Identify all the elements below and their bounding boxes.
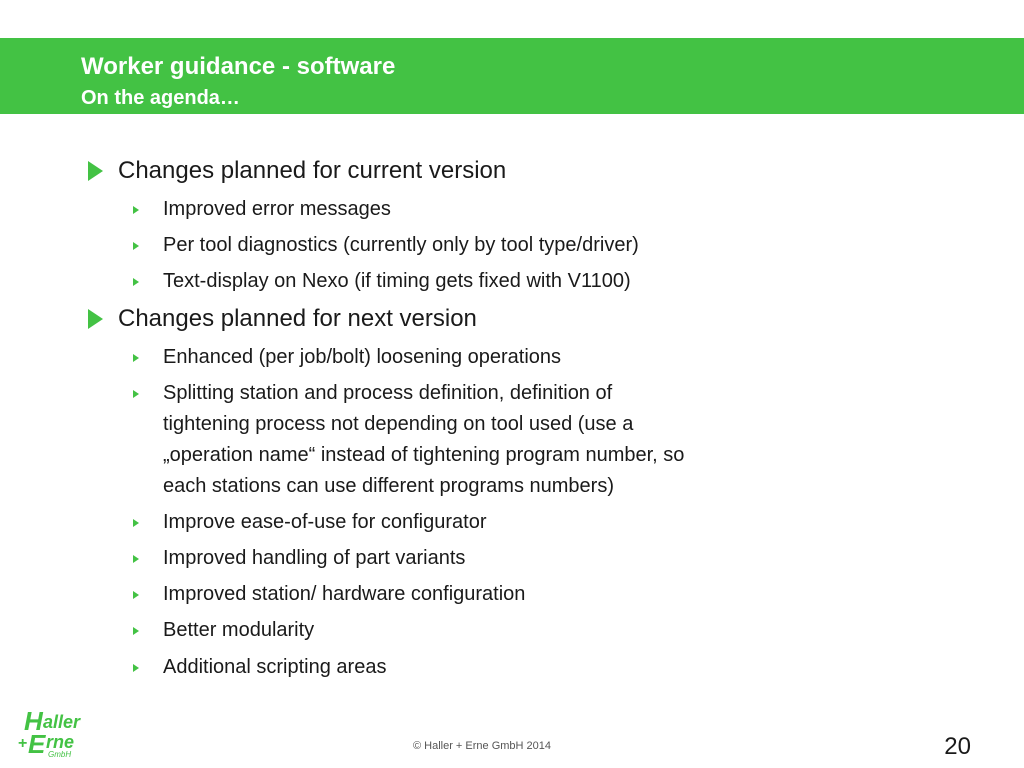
bullet-triangle-icon	[88, 161, 103, 181]
sub-bullet-text: Splitting station and process definition, definition of tightening process not depending on tool used (use a „operation name“ instead of tightening program number, so each stations can use different programs numbers)	[163, 382, 685, 497]
sub-bullet-triangle-icon	[133, 664, 139, 672]
slide-title: Worker guidance - software	[81, 53, 396, 80]
bullet-text: Changes planned for next version	[118, 305, 477, 332]
sub-bullet-text: Additional scripting areas	[163, 656, 387, 678]
sub-bullet-triangle-icon	[133, 354, 139, 362]
logo-e-letter: E	[28, 729, 46, 759]
sub-bullet-triangle-icon	[133, 591, 139, 599]
sub-bullet-triangle-icon	[133, 278, 139, 286]
bullet-triangle-icon	[88, 309, 103, 329]
sub-bullet-text: Improved error messages	[163, 198, 391, 220]
copyright-text: © Haller + Erne GmbH 2014	[412, 740, 552, 752]
bullet-text: Changes planned for current version	[118, 157, 507, 184]
sub-bullet-text: Better modularity	[163, 619, 315, 641]
sub-bullet-triangle-icon	[133, 627, 139, 635]
logo-line1: aller	[43, 712, 81, 732]
sub-bullet-text: Improve ease-of-use for configurator	[163, 511, 487, 533]
logo-line2: rne	[46, 732, 75, 752]
page-number: 20	[944, 733, 971, 760]
sub-bullet-triangle-icon	[133, 206, 139, 214]
sub-bullet-triangle-icon	[133, 555, 139, 563]
logo-plus: +	[18, 735, 28, 752]
sub-bullet-text: Per tool diagnostics (currently only by tool type/driver)	[163, 234, 639, 256]
sub-bullet-text: Text-display on Nexo (if timing gets fixed with V1100)	[163, 270, 631, 292]
slide-subtitle: On the agenda…	[81, 87, 240, 109]
sub-bullet-triangle-icon	[133, 390, 139, 398]
sub-bullet-text: Enhanced (per job/bolt) loosening operations	[163, 346, 562, 368]
sub-bullet-text: Improved handling of part variants	[163, 547, 466, 569]
logo-h-letter: H	[24, 706, 43, 736]
footer	[0, 740, 1024, 752]
logo-suffix: GmbH	[48, 750, 72, 759]
sub-bullet-triangle-icon	[133, 519, 139, 527]
sub-bullet-triangle-icon	[133, 242, 139, 250]
sub-bullet-text: Improved station/ hardware configuration	[163, 583, 526, 605]
